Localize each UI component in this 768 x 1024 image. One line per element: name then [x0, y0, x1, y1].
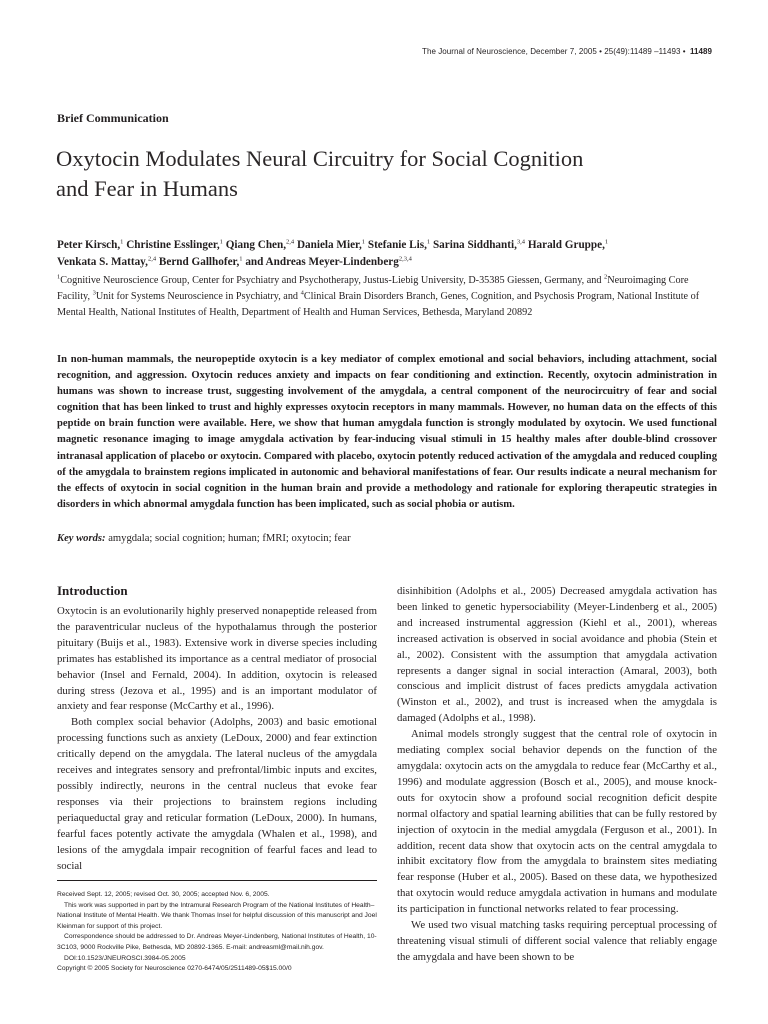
author-affiliation-mark: 1	[239, 255, 243, 263]
section-type: Brief Communication	[57, 111, 169, 125]
correspondence-note: Correspondence should be addressed to Dr. Andreas Meyer-Lindenberg, National Institutes of Health, 10-3C103, 9000 Rockville Pike, Bethesda, MD 20892-1365. E-mail: andreasml@mail.nih.gov.	[57, 933, 377, 951]
abstract: In non-human mammals, the neuropeptide oxytocin is a key mediator of complex emotional and social behaviors, including attachment, social recognition, and aggression. Oxytocin reduces anxiety and impacts on fear conditioning and extinction. Recently, oxytocin administration in humans was shown to increase trust, suggesting involvement of the amygdala, a central component of the neurocircuitry of fear and social cognition that has been linked to trust and highly expresses oxytocin receptors in many mammals. However, no human data on the effects of this peptide on brain function were available. Here, we show that human amygdala function is strongly modulated by oxytocin. We used functional magnetic resonance imaging to image amygdala activation by fear-inducing visual stimuli in 15 healthy males after double-blind crossover intranasal application of placebo or oxytocin. Compared with placebo, oxytocin potently reduced activation of the amygdala and reduced coupling of the amygdala to brainstem regions implicated in autonomic and behavioral manifestations of fear. Our results indicate a neural mechanism for the effects of oxytocin in social cognition in the human brain and provide a methodology and rationale for exploring therapeutic strategies in disorders in which abnormal amygdala function has been implicated, such as social phobia or autism.	[57, 354, 717, 510]
paragraph: Both complex social behavior (Adolphs, 2003) and basic emotional processing functions such as anxiety (LeDoux, 2000) and fear extinction critically depend on the amygdala. The lateral nucleus of the amygdala receives and integrates sensory and prefrontal/limbic inputs and excites, possibly indirectly, neurons in the central nucleus that evoke fear responses via their projections to brainstem regions including periaqueductal gray and reticular formation (LeDoux, 2000). In humans, fearful faces potently activate the amygdala (Whalen et al., 1998), and lesions of the amygdala impair recognition of fearful faces and lead to social	[57, 716, 377, 872]
received-dates: Received Sept. 12, 2005; revised Oct. 30, 2005; accepted Nov. 6, 2005.	[57, 891, 270, 898]
author: Daniela Mier,	[296, 239, 362, 251]
author: Christine Esslinger,	[126, 239, 220, 251]
author-affiliation-mark: 1	[426, 238, 431, 246]
author-list	[57, 237, 717, 271]
paragraph: Oxytocin is an evolutionarily highly preserved nonapeptide released from the paraventricular nucleus of the hypothalamus through the posterior pituitary (Buijs et al., 1983). Extensive work in diverse species including primates has established its importance as a central mediator of prosocial behavior (Insel and Fernald, 2004). In addition, oxytocin is released during stress (Jezova et al., 1995) and is an important modulator of anxiety and fear response (McCarthy et al., 1996).	[57, 605, 377, 713]
affiliations	[57, 273, 717, 320]
affiliation-3: Unit for Systems Neuroscience in Psychiatry, and	[95, 290, 301, 302]
title-line-2: and Fear in Humans	[56, 176, 238, 201]
affiliation-4: Clinical Brain Disorders Branch, Genes, Cognition, and Psychosis Program, National Institute of Mental Health, National Institutes of Health, Department of Health and Human Services, Bethesda, Maryland 20892	[57, 290, 700, 318]
author: Qiang Chen,	[225, 239, 287, 251]
left-column	[57, 604, 377, 874]
paragraph: We used two visual matching tasks requiring perceptual processing of threatening visual stimuli of different social valence that reliably engage the amygdala and have been shown to be	[397, 919, 717, 963]
author: Peter Kirsch,	[57, 239, 121, 251]
running-header: The Journal of Neuroscience, December 7, 2005 • 25(49):11489 –11493 • 11489	[422, 47, 712, 56]
author: Stefanie Lis,	[367, 239, 427, 251]
author-affiliation-mark: 2,3,4	[398, 255, 412, 263]
journal-citation: The Journal of Neuroscience, December 7, 2005	[422, 47, 597, 56]
author-affiliation-mark: 1	[361, 238, 366, 246]
author-affiliation-mark: 2,4	[286, 238, 295, 246]
doi: DOI:10.1523/JNEUROSCI.3984-05.2005	[64, 954, 186, 962]
author-affiliation-mark: 2,4	[147, 255, 157, 263]
author-affiliation-mark: 3,4	[516, 238, 526, 246]
affiliation-mark: 1	[57, 273, 61, 281]
author: Sarina Siddhanti,	[432, 239, 517, 251]
footnotes	[57, 890, 377, 975]
title-line-1: Oxytocin Modulates Neural Circuitry for Social Cognition	[56, 146, 584, 171]
keywords-label: Key words:	[57, 533, 106, 544]
affiliation-mark: 4	[300, 289, 304, 297]
author-affiliation-mark: 1	[120, 238, 124, 246]
footnote-divider	[57, 880, 377, 881]
affiliation-1: Cognitive Neuroscience Group, Center for Psychiatry and Psychotherapy, Justus-Liebig University, D-35385 Giessen, Germany, and	[60, 275, 605, 286]
introduction-heading: Introduction	[57, 583, 128, 598]
author: Bernd Gallhofer,	[158, 256, 240, 268]
volume-issue: 25(49):11489 –11493	[604, 47, 681, 56]
right-column	[397, 584, 717, 966]
article-title	[56, 144, 716, 204]
author-affiliation-mark: 1	[604, 238, 609, 246]
paragraph: disinhibition (Adolphs et al., 2005) Decreased amygdala activation has been linked to genetic hypersociability (Meyer-Lindenberg et al., 2005) and increased instrumental aggression (Kiehl et al., 2001), whereas increased activation is observed in social avoidance and phobia (Stein et al., 2002). Consistent with the assumption that amygdala activation represents a danger signal in social interaction (Amaral, 2003), both conscious and implicit distrust of faces predicts amygdala activation (Winston et al., 2002), and trust is increased when the amygdala is damaged (Adolphs et al., 1998).	[397, 585, 717, 725]
affiliation-2: Neuroimaging Core Facility,	[57, 275, 689, 302]
keywords-list: amygdala; social cognition; human; fMRI; oxytocin; fear	[108, 533, 351, 544]
keywords	[57, 533, 351, 544]
author: and Andreas Meyer-Lindenberg	[245, 256, 399, 268]
paragraph: Animal models strongly suggest that the central role of oxytocin in mediating complex social behavior depends on the function of the amygdala: oxytocin acts on the amygdala to reduce fear (McCarthy et al., 1996) and modulate aggression (Bosch et al., 2005), and mouse knock-outs for oxytocin show a profound social recognition deficit despite normal olfactory and spatial learning abilities that can be fully restored by injection of oxytocin in the medial amygdala (Ferguson et al., 2001). In addition, recent data show that oxytocin acts on the central amygdala to inhibit excitatory flow from the amygdala to brainstem sites mediating fear response (Huber et al., 2005). Based on these data, we hypothesized that oxytocin would reduce amygdala activation in humans and modulate its participation in functional networks related to fear processing.	[397, 728, 717, 916]
funding-note: This work was supported in part by the Intramural Research Program of the National Institutes of Health–National Institute of Mental Health. We thank Thomas Insel for helpful discussion of this manuscript and Joel Kleinman for support of this project.	[57, 901, 377, 930]
author: Harald Gruppe,	[527, 239, 605, 251]
copyright: Copyright © 2005 Society for Neuroscience 0270-6474/05/2511489-05$15.00/0	[57, 965, 292, 973]
author: Venkata S. Mattay,	[57, 256, 148, 268]
affiliation-mark: 2	[604, 273, 608, 281]
page-number: 11489	[689, 47, 712, 56]
author-affiliation-mark: 1	[219, 238, 223, 246]
affiliation-mark: 3	[92, 289, 96, 297]
